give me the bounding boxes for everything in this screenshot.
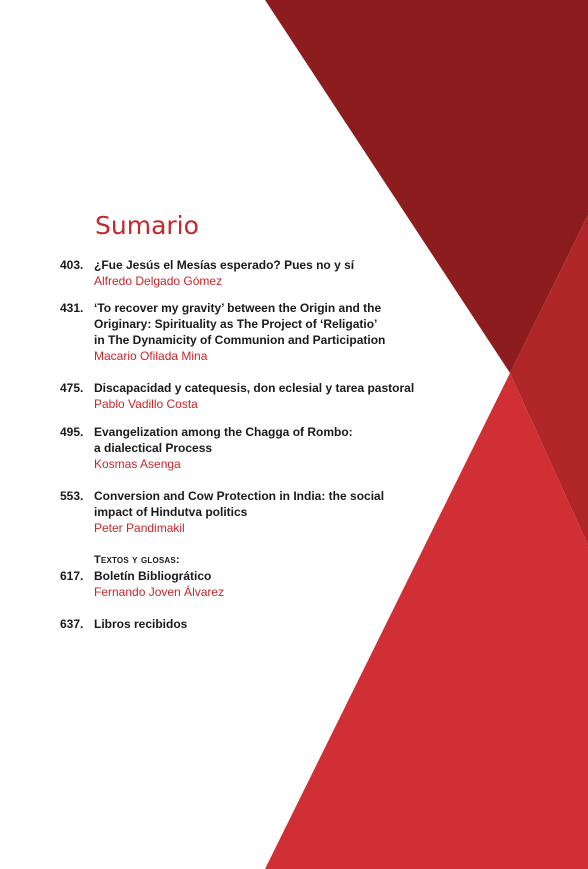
title-line: Libros recibidos	[94, 617, 188, 631]
entry-author: Alfredo Delgado Gómez	[94, 274, 223, 288]
title-line: in The Dynamicity of Communion and Participation	[94, 333, 386, 347]
title-line: Evangelization among the Chagga of Rombo:	[94, 425, 353, 439]
title-line: Discapacidad y catequesis, don eclesial y tarea pastoral	[94, 381, 415, 395]
toc-entry-475[interactable]	[60, 380, 480, 412]
entry-author: Fernando Joven Álvarez	[94, 585, 225, 599]
title-line: Conversion and Cow Protection in India: the social	[94, 489, 385, 503]
section-label: Textos y glosas:	[94, 554, 180, 566]
page-title: Sumario	[95, 211, 199, 240]
entry-author: Kosmas Asenga	[94, 457, 181, 471]
toc-entry-431[interactable]	[60, 300, 480, 364]
toc-entry-617[interactable]	[60, 552, 480, 600]
page-number: 553.	[60, 489, 84, 503]
page-number: 431.	[60, 301, 84, 315]
entry-author: Macario Ofilada Mina	[94, 349, 208, 363]
title-line: impact of Hindutva politics	[94, 505, 248, 519]
title-line: ¿Fue Jesús el Mesías esperado? Pues no y sí	[94, 258, 355, 272]
entry-title	[94, 488, 480, 520]
title-line: a dialectical Process	[94, 441, 213, 455]
entry-author: Pablo Vadillo Costa	[94, 397, 198, 411]
entry-title	[94, 257, 480, 273]
entry-title	[94, 424, 480, 456]
page-number: 475.	[60, 381, 84, 395]
toc-entry-495[interactable]	[60, 424, 480, 472]
title-line: Originary: Spirituality as The Project of ‘Religatio’	[94, 317, 378, 331]
toc-entry-553[interactable]	[60, 488, 480, 536]
toc-entry-637[interactable]	[60, 616, 480, 632]
toc-entry-403[interactable]	[60, 257, 480, 289]
entry-title	[94, 616, 480, 632]
entry-author: Peter Pandimakil	[94, 521, 185, 535]
page-number: 617.	[60, 569, 84, 583]
page-number: 495.	[60, 425, 84, 439]
entry-title	[94, 300, 480, 348]
title-line: Boletín Bibliogrático	[94, 569, 212, 583]
page-number: 637.	[60, 617, 84, 631]
entry-title	[94, 568, 480, 584]
title-line: ‘To recover my gravity’ between the Origin and the	[94, 301, 382, 315]
page-number: 403.	[60, 258, 84, 272]
entry-title	[94, 380, 480, 396]
